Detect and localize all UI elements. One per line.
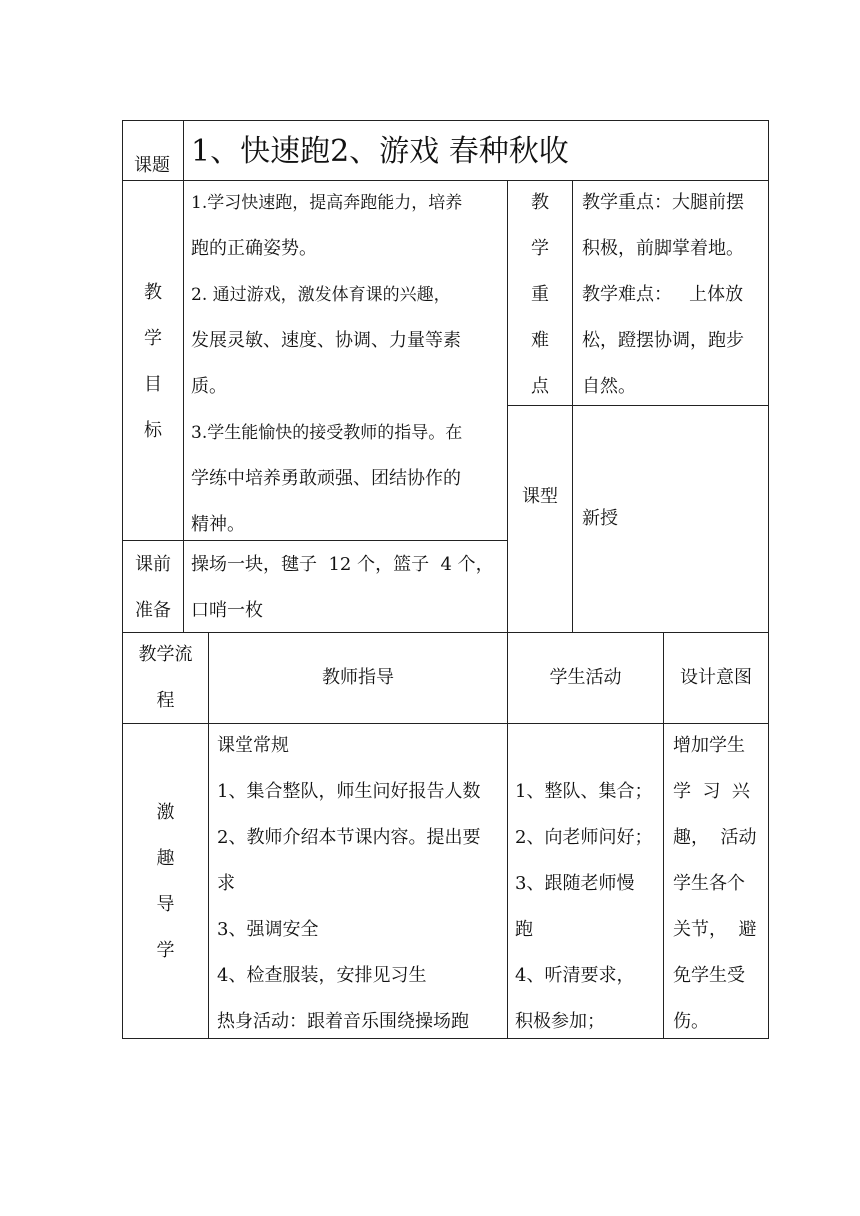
flow-header-purpose: 设计意图	[680, 667, 752, 688]
flow-header-stage: 教学流 程	[138, 644, 193, 711]
table-border-right	[768, 120, 769, 1039]
flow-header-teacher: 教师指导	[322, 667, 394, 688]
lesson-type-label: 课型	[522, 486, 558, 507]
flow-teacher-guidance: 课堂常规 1、集合整队，师生问好报告人数 2、教师介绍本节课内容。提出要 求 3、强调安全 4、检查服装，安排见习生 热身活动：跟着音乐围绕操场跑	[217, 735, 481, 1032]
topic-label: 课题	[134, 155, 170, 176]
flow-student-activity: 1、整队、集合； 2、向老师问好； 3、跟随老师慢 跑 4、听清要求， 积极参加；	[515, 781, 653, 1032]
key-points-text: 教学重点：大腿前摆 积极，前脚掌着地。 教学难点： 上体放 松，蹬摆协调，跑步 自然。	[582, 192, 744, 397]
objectives-text: 1.学习快速跑，提高奔跑能力，培养 跑的正确姿势。 2. 通过游戏，激发体育课的兴趣， 发展灵敏、速度、协调、力量等素 质。 3.学生能愉快的接受教师的指导。在 学练中培养勇敢顽强、团结协作的 精神。	[191, 193, 463, 535]
table-rule	[183, 120, 184, 632]
topic-title: 1、快速跑2、游戏 春种秋收	[191, 134, 569, 169]
preparation-label: 课前 准备	[135, 554, 171, 621]
flow-stage-label: 激 趣 导 学	[156, 802, 175, 961]
key-points-label: 教 学 重 难 点	[531, 192, 549, 397]
flow-design-purpose: 增加学生 学 习 兴 趣， 活动 学生各个 关节， 避 免学生受 伤。	[673, 735, 757, 1032]
flow-header-student: 学生活动	[549, 667, 622, 688]
preparation-text: 操场一块，毽子 12 个，篮子 4 个， 口哨一枚	[191, 554, 494, 621]
lesson-type-value: 新授	[582, 508, 618, 529]
table-border-top	[122, 120, 769, 121]
table-rule	[572, 180, 573, 632]
objectives-label: 教 学 目 标	[144, 282, 162, 441]
